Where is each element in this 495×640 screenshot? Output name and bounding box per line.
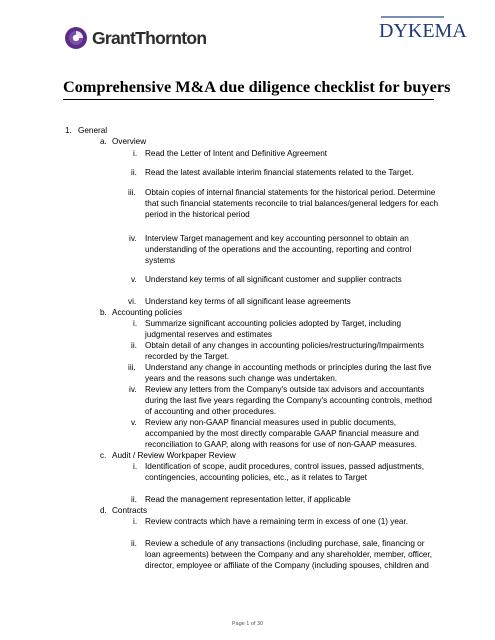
item-text: Read the management representation letter, if applicable	[145, 495, 351, 504]
item-text-line: Review a schedule of any transactions (including purchase, sale, financing or	[145, 539, 425, 548]
item-text-line: Obtain detail of any changes in accounting policies/restructuring/Impairments	[145, 341, 424, 350]
item-number: ii.	[131, 539, 137, 548]
dykema-logo	[379, 16, 467, 50]
item-text-line: recorded by the Target.	[145, 352, 230, 361]
item-number: v.	[131, 275, 137, 284]
item-text-line: contingencies, accounting policies, etc., as it relates to Target	[145, 473, 367, 482]
item-text-line: Understand any change in accounting methods or principles during the last five	[145, 363, 432, 372]
item-number: vi.	[128, 297, 137, 306]
item-text-line: judgmental reserves and estimates	[145, 330, 272, 339]
item-text-line: Summarize significant accounting policies adopted by Target, including	[145, 319, 402, 328]
subsection-label: Overview	[112, 137, 147, 146]
item-text-line: Obtain copies of internal financial statements for the historical period. Determine	[145, 188, 436, 197]
grant-thornton-logo	[64, 22, 206, 54]
item-text-line: systems	[145, 256, 176, 265]
grant-thornton-wordmark: GrantThornton	[92, 27, 207, 48]
item-number: iii.	[128, 188, 136, 197]
item-number: iii.	[128, 363, 136, 372]
item-number: ii.	[131, 168, 137, 177]
subsection-label: Contracts	[112, 506, 148, 515]
item-number: ii.	[131, 341, 137, 350]
item-text-line: director, employee or affiliate of the Company (including spouses, children and	[145, 561, 429, 570]
item-text-line: Identification of scope, audit procedures, control issues, passed adjustments,	[145, 462, 424, 471]
item-text-line: reconciliation to GAAP, along with reasons for use of non-GAAP measures.	[145, 440, 417, 449]
item-text: Understand key terms of all significant customer and supplier contracts	[145, 275, 402, 284]
section-number: 1.	[65, 126, 72, 135]
subsection-letter: c.	[100, 451, 107, 460]
item-number: iv.	[129, 385, 137, 394]
item-text-line: during the last five years regarding the Company's accounting controls, method	[145, 396, 432, 405]
dykema-wordmark: DYKEMA	[379, 20, 467, 42]
subsection-letter: a.	[100, 137, 107, 146]
item-text-line: that such financial statements reconcile to trial balances/general ledgers for each	[145, 199, 439, 208]
item-text-line: period in the historical period	[145, 210, 250, 219]
item-text-line: Review any letters from the Company's outside tax advisors and accountants	[145, 385, 425, 394]
item-text: Review contracts which have a remaining term in excess of one (1) year.	[145, 517, 409, 526]
item-text-line: accompanied by the most directly comparable GAAP financial measure and	[145, 429, 419, 438]
item-text-line: Interview Target management and key accounting personnel to obtain an	[145, 234, 409, 243]
item-number: ii.	[131, 495, 137, 504]
subsection-letter: d.	[100, 506, 107, 515]
item-text: Understand key terms of all significant lease agreements	[145, 297, 351, 306]
page-title: Comprehensive M&A due diligence checklist for buyers	[63, 77, 451, 96]
subsection-letter: b.	[100, 308, 107, 317]
dykema-logo-bar	[381, 16, 444, 18]
item-text-line: of accounting and other procedures.	[145, 407, 277, 416]
item-number: v.	[131, 418, 137, 427]
item-number: i.	[133, 149, 138, 158]
item-text-line: Review any non-GAAP financial measures used in public documents,	[145, 418, 397, 427]
title-underline	[63, 99, 434, 100]
item-text: Read the Letter of Intent and Definitive Agreement	[145, 149, 328, 158]
item-text-line: understanding of the operations and the accounting, reporting and control	[145, 245, 412, 254]
item-number: iv.	[129, 234, 137, 243]
subsection-label: Accounting policies	[112, 308, 183, 317]
item-text-line: years and the reasons such change was undertaken.	[145, 374, 338, 383]
grant-thornton-mark-icon	[64, 26, 88, 50]
subsection-label: Audit / Review Workpaper Review	[112, 451, 236, 460]
item-text-line: loan agreements) between the Company and any shareholder, member, officer,	[145, 550, 433, 559]
page-footer: Page 1 of 30	[231, 621, 264, 627]
item-number: i.	[133, 462, 138, 471]
item-number: i.	[133, 319, 138, 328]
item-text: Read the latest available interim financial statements related to the Target.	[145, 168, 414, 177]
item-number: i.	[133, 517, 138, 526]
section-label: General	[78, 126, 108, 135]
